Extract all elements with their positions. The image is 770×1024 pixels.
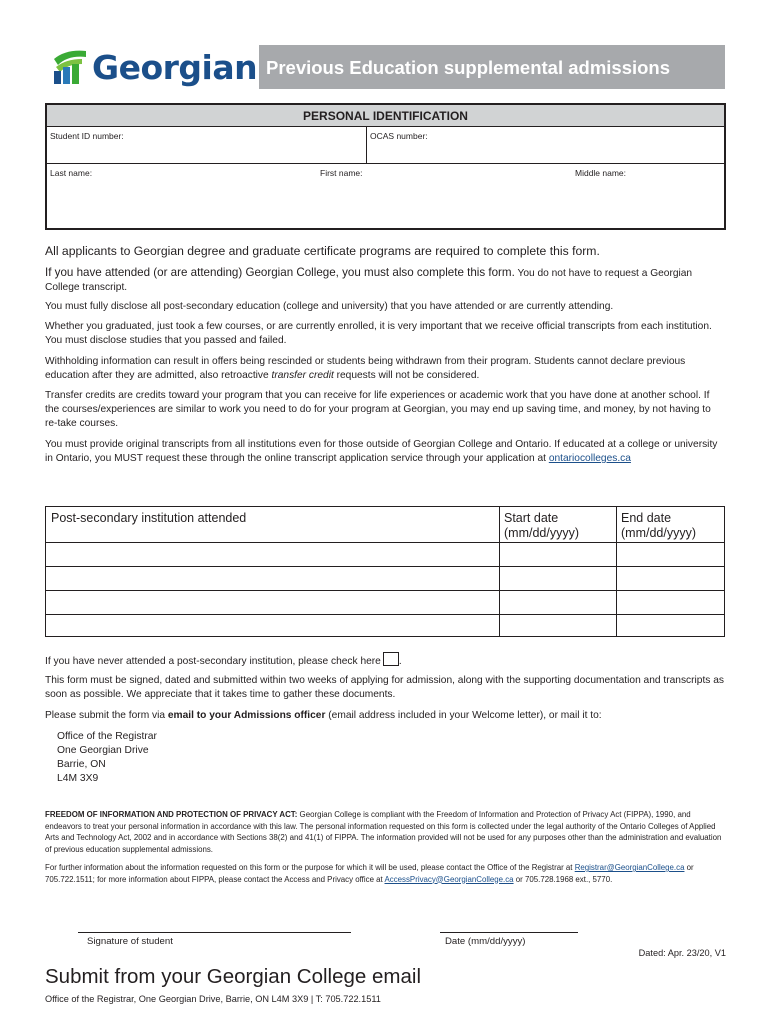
column-divider [499, 507, 500, 636]
admissions-email-emphasis: email to your Admissions officer [167, 710, 326, 721]
intro-paragraph-2 [45, 265, 725, 295]
intro-paragraph-5-end: requests will not be considered. [333, 370, 480, 381]
end-date-header-line2: (mm/dd/yyyy) [621, 526, 696, 540]
intro-paragraph-2-rest: You do not have to request a Georgian College transcript. [45, 268, 693, 293]
intro-paragraph-3: You must fully disclose all post-secondary education (college and university) that you have attended or are currently attending. [45, 301, 614, 312]
student-id-field[interactable] [47, 127, 367, 163]
form-title: Previous Education supplemental admissions [259, 45, 725, 89]
student-id-label: Student ID number: [50, 131, 124, 141]
ocas-number-field[interactable] [367, 127, 724, 163]
table-row[interactable] [46, 543, 724, 567]
never-attended-statement: If you have never attended a post-secondary institution, please check here . [45, 652, 725, 669]
signature-label: Signature of student [87, 936, 173, 947]
privacy-contact-end: or 705.728.1968 ext., 5770. [513, 874, 613, 884]
transfer-credit-term: transfer credit [271, 370, 334, 381]
start-date-header-line2: (mm/dd/yyyy) [504, 526, 579, 540]
start-date-column-header [504, 511, 579, 541]
table-row[interactable] [46, 567, 724, 591]
education-table-header [46, 507, 724, 543]
registrar-email-link[interactable]: Registrar@GeorgianCollege.ca [574, 863, 685, 872]
instructions-paragraph-2-end: (email address included in your Welcome letter), or mail it to: [325, 710, 602, 721]
never-attended-checkbox[interactable] [383, 652, 399, 666]
privacy-text: Georgian College is compliant with the Freedom of Information and Protection of Privacy Act (FIPPA), 1990, and endeavors to treat your personal information in accordance with this law. The personal information requested on this form is collected under the legal authority of the Ontario Colleges of Applied Arts and Technology Act, 2002 and in accordance with Sections 38(2) and 41(1) of FIPPA. The information provided will not be used for any purposes other than the administration and evaluation of previous education supplemental admissions. [45, 810, 722, 854]
privacy-contact-start: For further information about the information requested on this form or the purpose for which it will be used, please contact the Office of the Registrar at [45, 863, 575, 872]
intro-paragraph-7-text: You must provide original transcripts from all institutions even for those outside of Georgian College and Ontario. If educated at a college or university in Ontario, you MUST request these through the online transcript application service through your application at [45, 439, 718, 464]
ontariocolleges-link[interactable]: ontariocolleges.ca [548, 453, 631, 464]
instructions-paragraph-2 [45, 709, 725, 723]
start-date-header-line1: Start date [504, 511, 559, 525]
form-version-date: Dated: Apr. 23/20, V1 [638, 948, 726, 958]
first-name-label: First name: [320, 168, 363, 178]
personal-identification-section [45, 103, 726, 230]
logo-wordmark: Georgian [92, 47, 258, 87]
submit-heading: Submit from your Georgian College email [45, 965, 421, 988]
privacy-notice [45, 809, 727, 855]
middle-name-label: Middle name: [575, 168, 627, 178]
end-date-column-header [621, 511, 696, 541]
education-table [45, 506, 725, 637]
intro-paragraph-2-emphasis: If you have attended (or are attending) Georgian College, you must also complete this form. [45, 266, 515, 279]
intro-paragraph-5-start: Withholding information can result in offers being rescinded or students being withdrawn from their program. Students cannot declare previous education after they are admitted, also retroactive [45, 356, 686, 381]
never-attended-text: If you have never attended a post-secondary institution, please check here [45, 656, 381, 667]
address-line-1: Office of the Registrar [57, 731, 157, 742]
column-divider [616, 507, 617, 636]
intro-paragraph-5 [45, 355, 725, 383]
instructions-paragraph-1: This form must be signed, dated and submitted within two weeks of applying for admission, along with the supporting documentation and transcripts as soon as possible. We appreciate that it takes time to gather these documents. [45, 675, 724, 700]
name-row[interactable] [47, 164, 724, 228]
signature-line[interactable] [78, 932, 351, 933]
end-date-header-line1: End date [621, 511, 672, 525]
instructions-paragraph-2-start: Please submit the form via [45, 710, 168, 721]
ocas-number-label: OCAS number: [370, 131, 428, 141]
address-line-4: L4M 3X9 [57, 773, 99, 784]
privacy-contact-mid: or 705.722.1511; for more information about FIPPA, please contact the Access and Privacy office at [45, 863, 694, 884]
intro-paragraph-1: All applicants to Georgian degree and graduate certificate programs are required to complete this form. [45, 244, 600, 258]
privacy-heading: FREEDOM OF INFORMATION AND PROTECTION OF PRIVACY ACT: [45, 810, 298, 819]
georgian-logo [52, 42, 258, 92]
privacy-contact [45, 862, 727, 885]
georgian-logo-mark-icon [52, 47, 88, 87]
intro-paragraph-4: Whether you graduated, just took a few courses, or are currently enrolled, it is very important that we receive official transcripts from each institution. You must disclose studies that you passed and failed. [45, 321, 712, 346]
personal-identification-heading: PERSONAL IDENTIFICATION [47, 105, 724, 127]
intro-paragraph-7 [45, 438, 725, 466]
access-privacy-email-link[interactable]: AccessPrivacy@GeorgianCollege.ca [384, 874, 514, 884]
address-line-2: One Georgian Drive [57, 745, 149, 756]
table-row[interactable] [46, 591, 724, 615]
footer-address: Office of the Registrar, One Georgian Drive, Barrie, ON L4M 3X9 | T: 705.722.1511 [45, 994, 381, 1004]
mailing-address [57, 730, 157, 786]
date-line[interactable] [440, 932, 578, 933]
id-numbers-row [47, 127, 724, 164]
address-line-3: Barrie, ON [57, 759, 106, 770]
institution-column-header: Post-secondary institution attended [51, 511, 247, 525]
last-name-label: Last name: [50, 168, 93, 178]
intro-paragraph-6: Transfer credits are credits toward your program that you can receive for life experiences or academic work that you have done at another school. If the courses/experiences are similar to work you need to do for your program at Georgian, you may end up saving time, and money, by not having to re-take courses. [45, 390, 711, 429]
date-label: Date (mm/dd/yyyy) [445, 936, 526, 947]
